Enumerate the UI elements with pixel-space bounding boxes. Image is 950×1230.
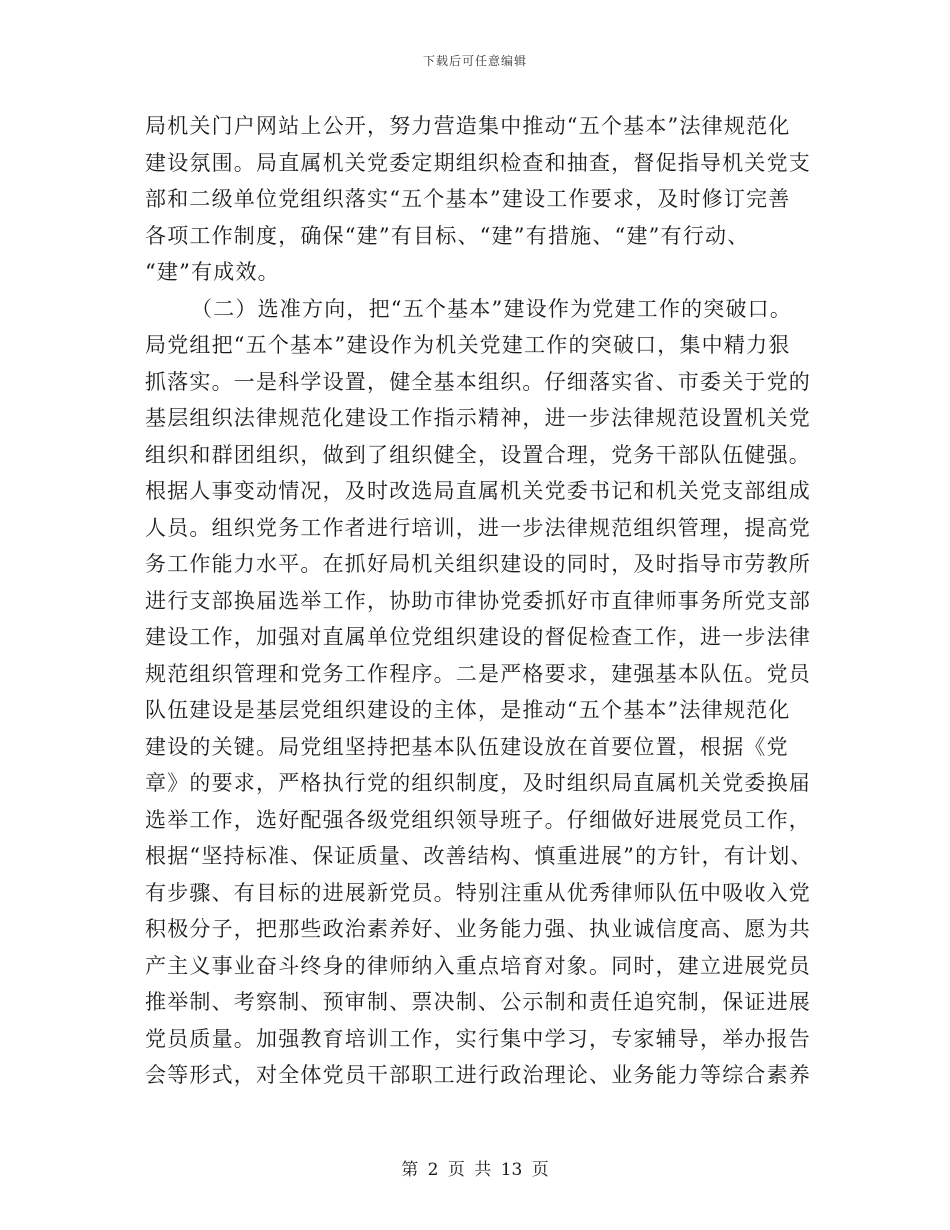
text-line: 党员质量。加强教育培训工作，实行集中学习，专家辅导，举办报告 <box>145 1026 811 1051</box>
text-line: 队伍建设是基层党组织建设的主体，是推动“五个基本”法律规范化 <box>145 698 791 722</box>
text-line: “建”有成效。 <box>145 260 280 284</box>
text-line: 局机关门户网站上公开，努力营造集中推动“五个基本”法律规范化 <box>145 114 791 138</box>
text-line: 规范组织管理和党务工作程序。二是严格要求，建强基本队伍。党员 <box>145 661 811 686</box>
text-line: 抓落实。一是科学设置，健全基本组织。仔细落实省、市委关于党的 <box>145 369 811 394</box>
text-line: 务工作能力水平。在抓好局机关组织建设的同时，及时指导市劳教所 <box>145 552 811 576</box>
text-line: 人员。组织党务工作者进行培训，进一步法律规范组织管理，提高党 <box>145 515 811 540</box>
text-line: 建设氛围。局直属机关党委定期组织检查和抽查，督促指导机关党支 <box>145 150 811 175</box>
text-line: 章》的要求，严格执行党的组织制度，及时组织局直属机关党委换届 <box>145 771 811 795</box>
text-line: 进行支部换届选举工作，协助市律协党委抓好市直律师事务所党支部 <box>145 588 811 613</box>
text-line: 基层组织法律规范化建设工作指示精神，进一步法律规范设置机关党 <box>145 406 811 430</box>
text-line: 组织和群团组织，做到了组织健全，设置合理，党务干部队伍健强。 <box>145 442 811 467</box>
text-line: 有步骤、有目标的进展新党员。特别注重从优秀律师队伍中吸收入党 <box>145 880 811 905</box>
text-line: 建设的关键。局党组坚持把基本队伍建设放在首要位置，根据《党 <box>145 734 789 759</box>
text-line: 推举制、考察制、预审制、票决制、公示制和责任追究制，保证进展 <box>145 990 811 1014</box>
text-line: 部和二级单位党组织落实“五个基本”建设工作要求，及时修订完善 <box>145 187 791 211</box>
page-number-footer: 第 2 页 共 13 页 <box>401 1160 549 1180</box>
text-line: 积极分子，把那些政治素养好、业务能力强、执业诚信度高、愿为共 <box>145 917 811 941</box>
text-line: 根据“坚持标准、保证质量、改善结构、慎重进展”的方针，有计划、 <box>145 844 813 868</box>
text-line: 根据人事变动情况，及时改选局直属机关党委书记和机关党支部组成 <box>145 479 811 503</box>
text-line: 各项工作制度，确保“建”有目标、“建”有措施、“建”有行动、 <box>145 223 750 248</box>
page-header: 下载后可任意编辑 <box>422 54 527 68</box>
document-body <box>145 108 825 1094</box>
text-line: 产主义事业奋斗终身的律师纳入重点培育对象。同时，建立进展党员 <box>145 953 811 978</box>
text-line: 选举工作，选好配强各级党组织领导班子。仔细做好进展党员工作， <box>145 807 811 832</box>
text-line: 建设工作，加强对直属单位党组织建设的督促检查工作，进一步法律 <box>145 625 811 649</box>
text-line: 会等形式，对全体党员干部职工进行政治理论、业务能力等综合素养 <box>145 1063 811 1087</box>
section-heading: （二）选准方向，把“五个基本”建设作为党建工作的突破口。 <box>191 296 793 321</box>
text-line: 局党组把“五个基本”建设作为机关党建工作的突破口，集中精力狠 <box>145 333 791 357</box>
